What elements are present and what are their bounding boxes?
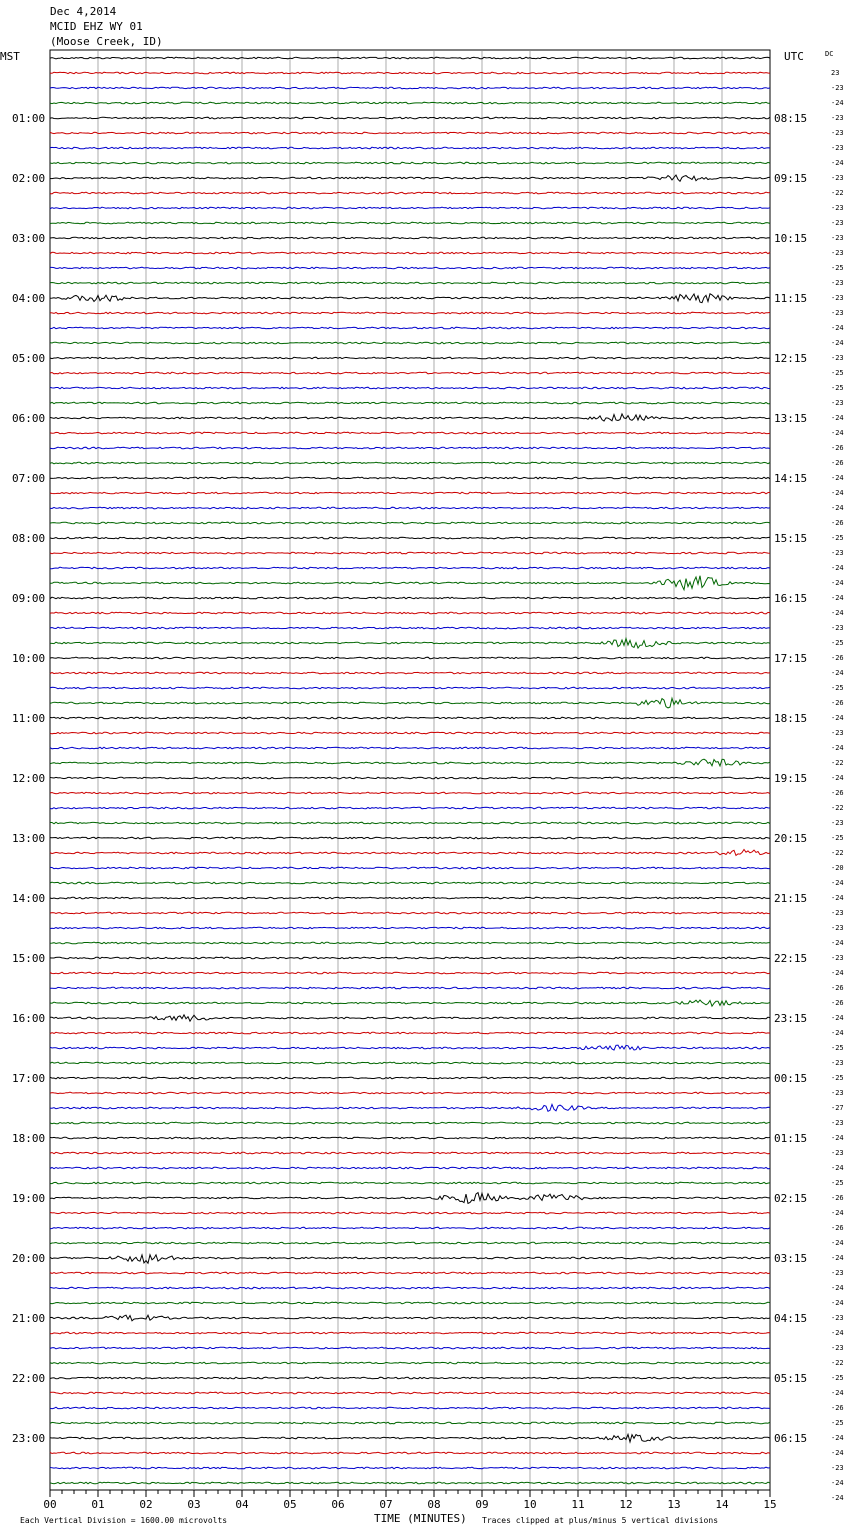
dc-offset-value: -24 [831, 939, 844, 947]
dc-offset-value: -23 [831, 1314, 844, 1322]
dc-offset-value: -26 [831, 1194, 844, 1202]
dc-offset-value: -27 [831, 1104, 844, 1112]
vertical-division-note: Each Vertical Division = 1600.00 microvolts [20, 1516, 228, 1525]
dc-offset-value: -24 [831, 1449, 844, 1457]
station-code: MCID EHZ WY 01 [50, 20, 143, 33]
hour-label-mst: 04:00 [12, 292, 46, 305]
dc-offset-value: -24 [831, 1254, 844, 1262]
trace-line [50, 222, 770, 224]
trace-line [50, 1287, 770, 1289]
trace-line [50, 387, 770, 389]
trace-line [50, 1077, 770, 1079]
trace-line [50, 850, 770, 856]
trace-line [50, 1255, 770, 1263]
trace-line [50, 1302, 770, 1304]
hour-label-utc: 20:15 [774, 832, 808, 845]
hour-label-mst: 21:00 [12, 1312, 46, 1325]
hour-label-utc: 18:15 [774, 712, 808, 725]
dc-offset-value: -25 [831, 684, 844, 692]
trace-line [50, 639, 770, 649]
hour-label-utc: 09:15 [774, 172, 808, 185]
trace-line [50, 282, 770, 284]
dc-offset-value: -24 [831, 1389, 844, 1397]
dc-offset-value: -23 [831, 354, 844, 362]
hour-label-mst: 07:00 [12, 472, 46, 485]
dc-offset-value: -22 [831, 804, 844, 812]
dc-offset-value: -23 [831, 309, 844, 317]
hour-label-mst: 09:00 [12, 592, 46, 605]
trace-line [50, 537, 770, 539]
hour-label-mst: 18:00 [12, 1132, 46, 1145]
trace-line [50, 1167, 770, 1169]
x-tick-label: 03 [187, 1498, 201, 1511]
x-tick-label: 12 [619, 1498, 633, 1511]
trace-line [50, 672, 770, 674]
dc-offset-value: -23 [831, 204, 844, 212]
x-tick-label: 07 [379, 1498, 393, 1511]
hour-label-utc: 15:15 [774, 532, 808, 545]
trace-line [50, 792, 770, 794]
trace-line [50, 1104, 770, 1111]
trace-line [50, 252, 770, 254]
dc-offset-value: -22 [831, 759, 844, 767]
trace-line [50, 927, 770, 929]
x-tick-label: 04 [235, 1498, 249, 1511]
trace-line [50, 657, 770, 659]
dc-offset-value: -25 [831, 264, 844, 272]
hour-label-utc: 10:15 [774, 232, 808, 245]
dc-offset-value: -23 [831, 219, 844, 227]
hour-label-utc: 04:15 [774, 1312, 808, 1325]
trace-line [50, 1062, 770, 1064]
dc-offset-value: -24 [831, 489, 844, 497]
trace-line [50, 1315, 770, 1321]
x-tick-label: 11 [571, 1498, 585, 1511]
dc-offset-value: -22 [831, 849, 844, 857]
trace-line [50, 267, 770, 269]
dc-offset-value: -24 [831, 969, 844, 977]
trace-line [50, 732, 770, 734]
dc-offset-value: -25 [831, 1419, 844, 1427]
trace-line [50, 175, 770, 181]
dc-offset-value: -26 [831, 999, 844, 1007]
hour-label-mst: 14:00 [12, 892, 46, 905]
trace-line [50, 327, 770, 329]
trace-line [50, 1434, 770, 1442]
dc-offset-value: -24 [831, 1329, 844, 1337]
dc-offset-value: -25 [831, 384, 844, 392]
dc-offset-value: -23 [831, 1269, 844, 1277]
hour-label-mst: 16:00 [12, 1012, 46, 1025]
trace-line [50, 1332, 770, 1334]
trace-line [50, 627, 770, 629]
dc-offset-value: -23 [831, 144, 844, 152]
x-axis-label: TIME (MINUTES) [374, 1512, 467, 1525]
hour-label-mst: 01:00 [12, 112, 46, 125]
hour-label-mst: 08:00 [12, 532, 46, 545]
dc-offset-value: -23 [831, 1089, 844, 1097]
dc-offset-value: -23 [831, 84, 844, 92]
hour-label-mst: 17:00 [12, 1072, 46, 1085]
trace-line [50, 822, 770, 824]
trace-line [50, 1377, 770, 1379]
trace-line [50, 1032, 770, 1034]
trace-line [50, 897, 770, 899]
dc-offset-value: -26 [831, 444, 844, 452]
trace-line [50, 1452, 770, 1454]
trace-line [50, 1015, 770, 1021]
trace-line [50, 294, 770, 303]
dc-offset-value: -23 [831, 279, 844, 287]
trace-line [50, 507, 770, 509]
trace-line [50, 402, 770, 404]
hour-label-utc: 14:15 [774, 472, 808, 485]
dc-offset-value: -24 [831, 894, 844, 902]
dc-offset-value: -24 [831, 1014, 844, 1022]
hour-label-utc: 23:15 [774, 1012, 808, 1025]
hour-label-utc: 13:15 [774, 412, 808, 425]
x-tick-label: 14 [715, 1498, 729, 1511]
dc-offset-value: -23 [831, 1119, 844, 1127]
hour-label-mst: 06:00 [12, 412, 46, 425]
dc-offset-value: -23 [831, 1344, 844, 1352]
hour-label-utc: 17:15 [774, 652, 808, 665]
dc-offset-value: -24 [831, 1479, 844, 1487]
trace-line [50, 1422, 770, 1424]
dc-offset-value: -26 [831, 984, 844, 992]
trace-line [50, 1193, 770, 1204]
left-timezone-label: MST [0, 50, 20, 63]
trace-line [50, 1482, 770, 1484]
hour-label-utc: 12:15 [774, 352, 808, 365]
dc-offset-value: -22 [831, 1359, 844, 1367]
station-location: (Moose Creek, ID) [50, 35, 163, 48]
dc-offset-value: -24 [831, 1134, 844, 1142]
dc-offset-value: -24 [831, 669, 844, 677]
dc-offset-value: -24 [831, 159, 844, 167]
trace-line [50, 1122, 770, 1124]
dc-offset-value: -24 [831, 339, 844, 347]
dc-offset-value: -23 [831, 819, 844, 827]
dc-offset-value: -20 [831, 864, 844, 872]
trace-line [50, 687, 770, 689]
hour-label-mst: 12:00 [12, 772, 46, 785]
trace-line [50, 1182, 770, 1184]
dc-offset-value: -25 [831, 1074, 844, 1082]
dc-offset-value: -25 [831, 639, 844, 647]
trace-line [50, 462, 770, 464]
trace-line [50, 492, 770, 494]
dc-offset-value: -25 [831, 1044, 844, 1052]
dc-offset-value: -23 [831, 1149, 844, 1157]
trace-line [50, 972, 770, 974]
trace-line [50, 162, 770, 164]
dc-offset-value: -24 [831, 1209, 844, 1217]
hour-label-utc: 19:15 [774, 772, 808, 785]
dc-offset-value: -23 [831, 1464, 844, 1472]
trace-line [50, 807, 770, 809]
dc-offset-value: -24 [831, 1284, 844, 1292]
trace-line [50, 132, 770, 134]
trace-line [50, 1152, 770, 1154]
dc-offset-value: -23 [831, 549, 844, 557]
x-tick-label: 01 [91, 1498, 105, 1511]
dc-offset-value: -26 [831, 519, 844, 527]
hour-label-utc: 03:15 [774, 1252, 808, 1265]
trace-line [50, 237, 770, 239]
dc-offset-value: -23 [831, 1059, 844, 1067]
trace-line [50, 567, 770, 569]
trace-line [50, 357, 770, 359]
hour-label-mst: 19:00 [12, 1192, 46, 1205]
dc-offset-value: -25 [831, 534, 844, 542]
dc-offset-value: -23 [831, 624, 844, 632]
dc-offset-value: -24 [831, 579, 844, 587]
dc-offset-value: -24 [831, 474, 844, 482]
dc-offset-header: DC [825, 50, 834, 58]
dc-offset-value: -24 [831, 714, 844, 722]
trace-line [50, 1092, 770, 1094]
hour-label-mst: 20:00 [12, 1252, 46, 1265]
dc-offset-value: -25 [831, 1179, 844, 1187]
dc-offset-value: -23 [831, 129, 844, 137]
trace-line [50, 192, 770, 194]
dc-offset-value: -24 [831, 414, 844, 422]
x-tick-label: 13 [667, 1498, 681, 1511]
trace-line [50, 102, 770, 104]
dc-offset-value: -23 [831, 249, 844, 257]
hour-label-utc: 00:15 [774, 1072, 808, 1085]
trace-line [50, 717, 770, 719]
dc-offset-value: -24 [831, 1239, 844, 1247]
trace-line [50, 747, 770, 749]
trace-line [50, 312, 770, 314]
trace-line [50, 57, 770, 59]
dc-offset-value: -26 [831, 1224, 844, 1232]
dc-offset-value: -24 [831, 1029, 844, 1037]
dc-offset-value: -23 [831, 924, 844, 932]
trace-line [50, 597, 770, 599]
hour-label-utc: 16:15 [774, 592, 808, 605]
hour-label-utc: 22:15 [774, 952, 808, 965]
dc-offset-value: -23 [831, 234, 844, 242]
dc-offset-value: -24 [831, 1494, 844, 1502]
dc-offset-value: -24 [831, 504, 844, 512]
trace-line [50, 447, 770, 449]
dc-offset-value: -26 [831, 1404, 844, 1412]
dc-offset-value: -24 [831, 1434, 844, 1442]
dc-offset-value: -24 [831, 594, 844, 602]
trace-line [50, 372, 770, 374]
trace-line [50, 432, 770, 434]
trace-line [50, 1242, 770, 1244]
dc-offset-value: -26 [831, 789, 844, 797]
x-tick-label: 08 [427, 1498, 441, 1511]
hour-label-utc: 08:15 [774, 112, 808, 125]
dc-offset-value: -24 [831, 879, 844, 887]
trace-line [50, 552, 770, 554]
hour-label-utc: 05:15 [774, 1372, 808, 1385]
hour-label-utc: 11:15 [774, 292, 808, 305]
dc-offset-value: -24 [831, 774, 844, 782]
trace-line [50, 1000, 770, 1006]
clipping-note: Traces clipped at plus/minus 5 vertical divisions [482, 1516, 719, 1525]
dc-offset-value: -23 [831, 399, 844, 407]
dc-offset-value: -24 [831, 1164, 844, 1172]
trace-line [50, 147, 770, 149]
dc-offset-value: -24 [831, 429, 844, 437]
trace-line [50, 612, 770, 614]
trace-line [50, 1362, 770, 1364]
dc-offset-value: -23 [831, 909, 844, 917]
trace-line [50, 414, 770, 421]
trace-line [50, 1467, 770, 1469]
x-tick-label: 10 [523, 1498, 537, 1511]
hour-label-mst: 23:00 [12, 1432, 46, 1445]
dc-offset-value: -24 [831, 744, 844, 752]
dc-offset-value: -25 [831, 1374, 844, 1382]
trace-line [50, 477, 770, 479]
trace-line [50, 1045, 770, 1050]
dc-offset-value: -23 [831, 174, 844, 182]
trace-line [50, 1347, 770, 1349]
dc-offset-value: -24 [831, 99, 844, 107]
hour-label-mst: 11:00 [12, 712, 46, 725]
hour-label-mst: 02:00 [12, 172, 46, 185]
dc-offset-value: -23 [831, 294, 844, 302]
trace-line [50, 912, 770, 914]
dc-offset-value: -24 [831, 564, 844, 572]
trace-line [50, 759, 770, 766]
trace-line [50, 1272, 770, 1274]
right-timezone-label: UTC [784, 50, 804, 63]
hour-label-utc: 01:15 [774, 1132, 808, 1145]
dc-offset-value: -23 [831, 954, 844, 962]
dc-offset-value: -26 [831, 459, 844, 467]
dc-offset-value: -26 [831, 654, 844, 662]
trace-line [50, 867, 770, 869]
trace-line [50, 72, 770, 74]
trace-line [50, 1407, 770, 1409]
trace-line [50, 522, 770, 524]
trace-line [50, 777, 770, 779]
trace-line [50, 207, 770, 209]
hour-label-mst: 10:00 [12, 652, 46, 665]
dc-offset-value: -26 [831, 699, 844, 707]
x-tick-label: 00 [43, 1498, 57, 1511]
hour-label-mst: 15:00 [12, 952, 46, 965]
x-tick-label: 09 [475, 1498, 489, 1511]
dc-offset-value: -24 [831, 324, 844, 332]
x-tick-label: 06 [331, 1498, 345, 1511]
dc-offset-value: -25 [831, 369, 844, 377]
trace-line [50, 1137, 770, 1139]
trace-line [50, 1212, 770, 1214]
dc-offset-value: -23 [831, 114, 844, 122]
dc-offset-value: -25 [831, 834, 844, 842]
trace-line [50, 87, 770, 89]
trace-line [50, 987, 770, 989]
hour-label-mst: 22:00 [12, 1372, 46, 1385]
trace-line [50, 576, 770, 590]
dc-offset-value: 23 [831, 69, 840, 77]
trace-line [50, 1227, 770, 1229]
hour-label-utc: 02:15 [774, 1192, 808, 1205]
trace-line [50, 1392, 770, 1394]
trace-line [50, 942, 770, 944]
trace-line [50, 698, 770, 708]
trace-line [50, 342, 770, 344]
hour-label-mst: 03:00 [12, 232, 46, 245]
chart-date: Dec 4,2014 [50, 5, 117, 18]
trace-line [50, 117, 770, 119]
x-tick-label: 05 [283, 1498, 297, 1511]
dc-offset-value: -24 [831, 609, 844, 617]
hour-label-utc: 06:15 [774, 1432, 808, 1445]
x-tick-label: 15 [763, 1498, 777, 1511]
trace-line [50, 957, 770, 959]
x-tick-label: 02 [139, 1498, 153, 1511]
dc-offset-value: -23 [831, 729, 844, 737]
dc-offset-value: -22 [831, 189, 844, 197]
trace-line [50, 837, 770, 839]
dc-offset-value: -24 [831, 1299, 844, 1307]
hour-label-mst: 13:00 [12, 832, 46, 845]
trace-line [50, 882, 770, 884]
hour-label-mst: 05:00 [12, 352, 46, 365]
hour-label-utc: 21:15 [774, 892, 808, 905]
